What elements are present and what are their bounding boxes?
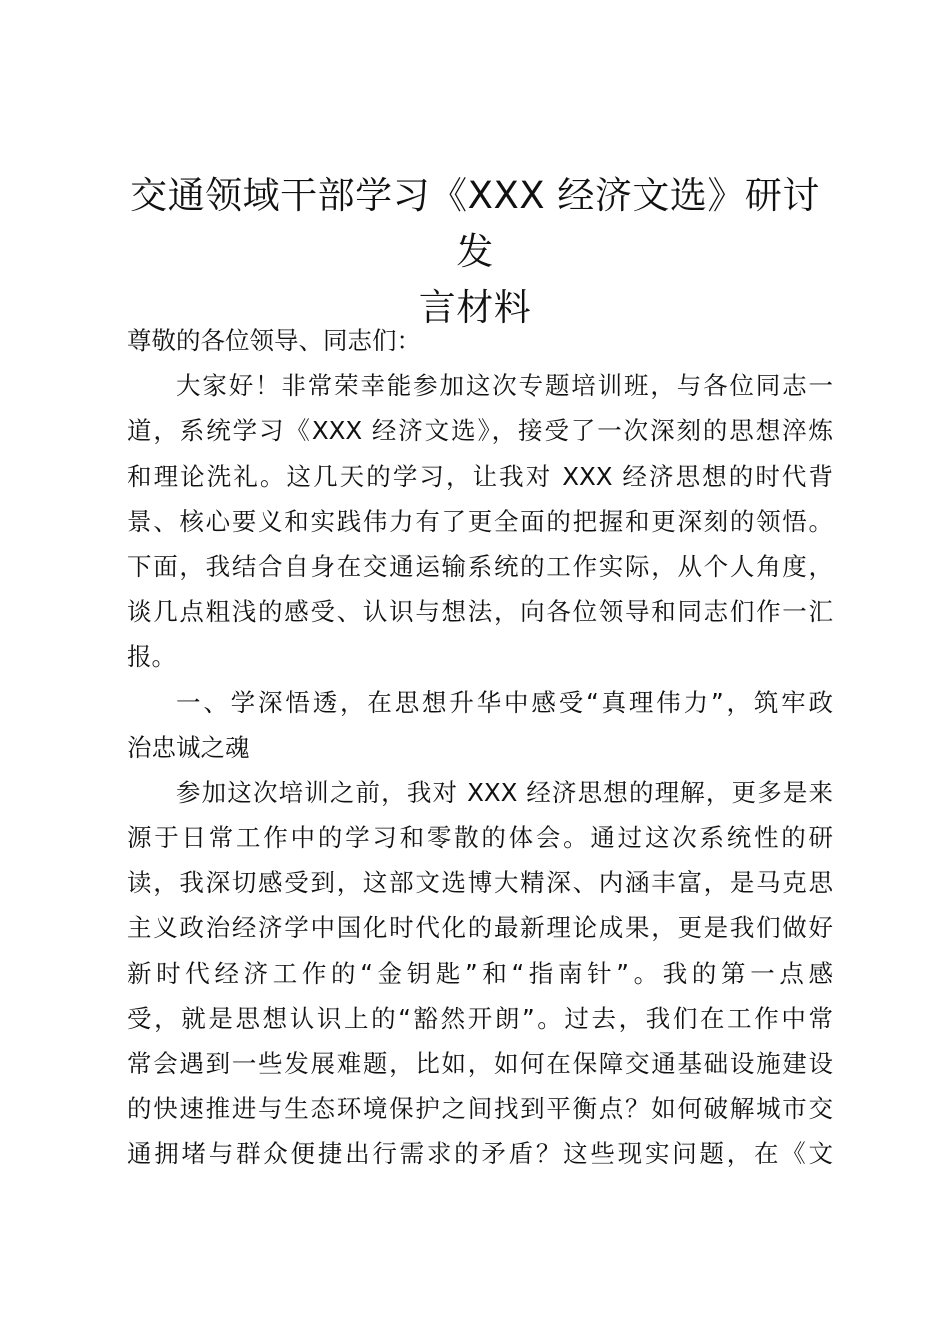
paragraph-1-line: 和理论洗礼。这几天的学习，让我对 XXX 经济思想的时代背 [127,461,833,491]
document-body [127,318,833,1177]
salutation: 尊敬的各位领导、同志们： [127,326,421,355]
paragraph-2-line: 常会遇到一些发展难题，比如，如何在保障交通基础设施建设 [127,1049,833,1078]
paragraph-1-line: 谈几点粗浅的感受、认识与想法，向各位领导和同志们作一汇 [127,597,833,627]
section-heading-line: 一、学深悟透，在思想升华中感受“真理伟力”，筑牢政 [176,687,833,717]
paragraph-2-line: 源于日常工作中的学习和零散的体会。通过这次系统性的研 [127,823,833,853]
paragraph-2-line: 读，我深切感受到，这部文选博大精深、内涵丰富，是马克思 [127,868,833,898]
paragraph-2-line: 通拥堵与群众便捷出行需求的矛盾？这些现实问题，在《文 [127,1139,833,1169]
section-heading-line: 治忠诚之魂 [127,732,250,762]
document-title [120,168,830,336]
paragraph-2-line: 参加这次培训之前，我对 XXX 经济思想的理解，更多是来 [176,777,833,807]
paragraph-1-line: 报。 [127,642,176,672]
paragraph-1-line: 大家好！非常荣幸能参加这次专题培训班，与各位同志一 [176,371,833,401]
paragraph-2-line: 的快速推进与生态环境保护之间找到平衡点？如何破解城市交 [127,1094,833,1124]
title-line-2: 言材料 [418,286,532,329]
paragraph-2-line: 主义政治经济学中国化时代化的最新理论成果，更是我们做好 [127,913,833,943]
title-line-1: 交通领域干部学习《XXX 经济文选》研讨发 [130,174,820,273]
paragraph-1-line: 道，系统学习《XXX 经济文选》，接受了一次深刻的思想淬炼 [127,416,833,446]
paragraph-2-line: 新时代经济工作的“金钥匙”和“指南针”。我的第一点感 [127,958,833,988]
paragraph-1-line: 景、核心要义和实践伟力有了更全面的把握和更深刻的领悟。 [127,506,833,536]
paragraph-1-line: 下面，我结合自身在交通运输系统的工作实际，从个人角度， [127,551,833,581]
paragraph-2-line: 受，就是思想认识上的“豁然开朗”。过去，我们在工作中常 [127,1003,833,1033]
